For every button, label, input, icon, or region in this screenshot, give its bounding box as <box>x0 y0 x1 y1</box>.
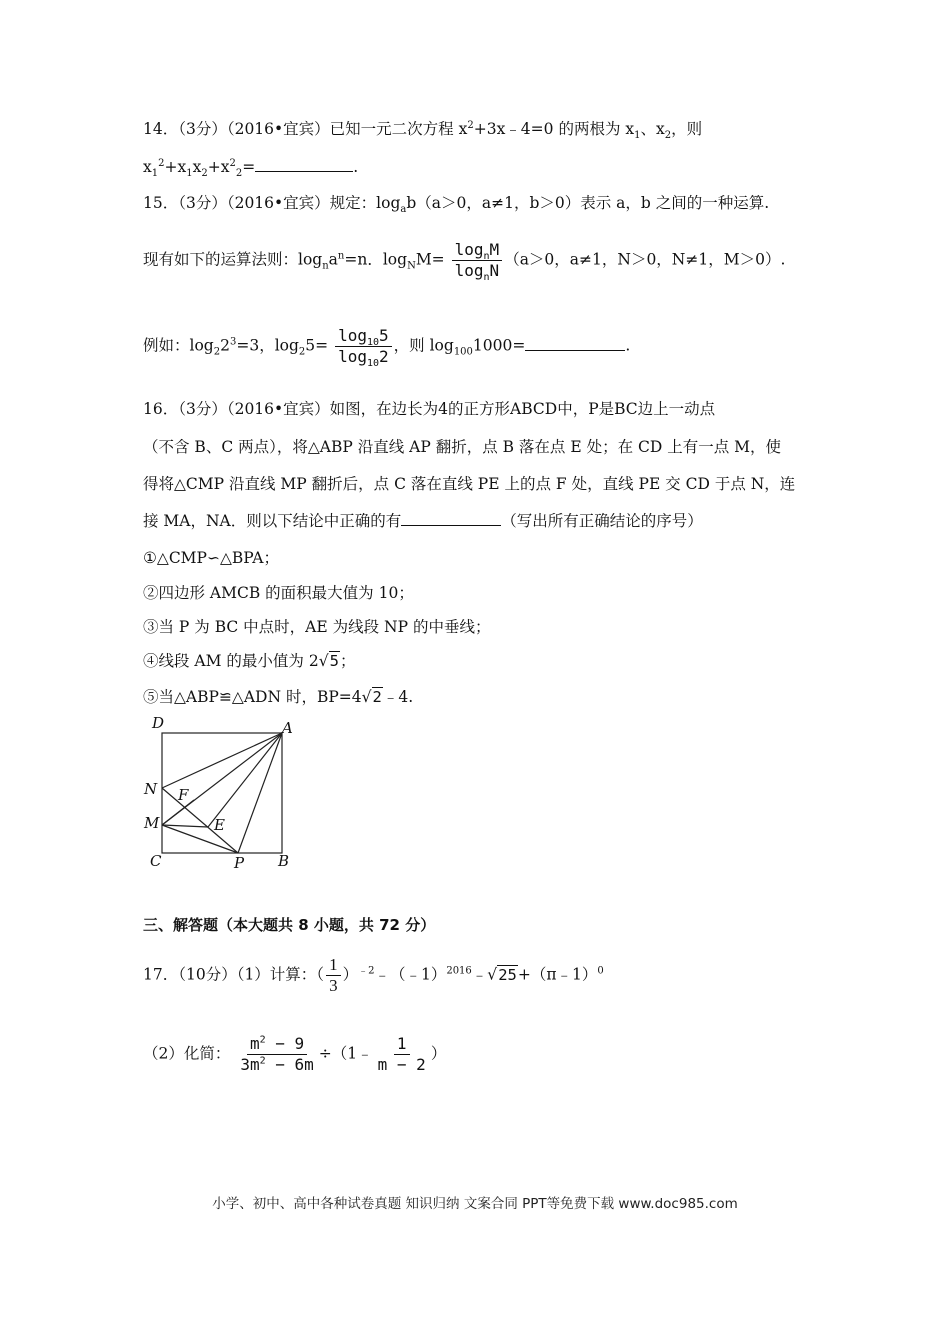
label-p: P <box>234 854 245 872</box>
q15-line1: 15．（3分）（2016•宜宾）规定：$\log_ab(a>0$，a≠1，b＞0）表示 a，b 之间的一种运算. <box>143 194 770 216</box>
answer-blank-16[interactable] <box>401 511 501 526</box>
q17-line2: （2）化简： $\frac{m^2 - 9}{3m^2 - 6m}$ ÷（1﹣ $\frac{1}{m - 2}$ ） <box>143 1034 447 1074</box>
log-fraction-example: $\frac{\log_{10}5}{\log_{10}2}$ <box>335 326 392 367</box>
label-e: E <box>214 816 225 834</box>
q17-line1: 17．（10分）（1）计算：（ $\frac{1}{3}$ ）$^{﹣2}$﹣（﹣1）$^{2016}$﹣√25+（π﹣1）$^0$ <box>143 955 604 995</box>
label-c: C <box>150 852 162 870</box>
fraction-one-third: $\frac{1}{3}$ <box>326 955 341 996</box>
segment-np <box>162 788 238 853</box>
q16-option-5: ⑤当△ABP≌△ADN 时，BP=4√2﹣4. <box>143 688 414 706</box>
q15-line2: 现有如下的运算法则：$\log_na^n=n$．$\log_NM=$ $\frac{\log_nM}{\log_nN}$ （a＞0，a≠1，N＞0，N≠1，M＞0）. <box>143 240 786 284</box>
sqrt-2: √2 <box>361 688 382 706</box>
q16-option-4: ④线段 AM 的最小值为 2√5； <box>143 652 356 670</box>
label-b: B <box>278 852 290 870</box>
fraction-reciprocal: $\frac{1}{m - 2}$ <box>377 1034 426 1074</box>
q16-line3: 得将△CMP 沿直线 MP 翻折后，点 C 落在直线 PE 上的点 F 处，直线 PE 交 CD 于点 N，连 <box>143 475 796 493</box>
q16-line1: 16．（3分）（2016•宜宾）如图，在边长为4的正方形ABCD中，P是BC边上一动点 <box>143 400 716 418</box>
label-f: F <box>178 786 189 804</box>
q16-line4: 接 MA，NA．则以下结论中正确的有 （写出所有正确结论的序号） <box>143 512 703 530</box>
section-heading: 三、解答题（本大题共 8 小题，共 72 分） <box>143 916 436 934</box>
label-d: D <box>152 714 165 732</box>
log-fraction-rule: $\frac{\log_nM}{\log_nN}$ <box>452 240 503 281</box>
segment-mp <box>162 825 238 853</box>
segment-ae <box>208 733 282 827</box>
fraction-expression: $\frac{m^2 - 9}{3m^2 - 6m}$ <box>240 1034 314 1074</box>
q16-option-2: ②四边形 AMCB 的面积最大值为 10； <box>143 584 414 602</box>
q14-line1: 14．（3分）（2016•宜宾）已知一元二次方程 $x^2+3x﹣4=0$ 的两根为 $x_1$、$x_2$，则 <box>143 119 703 142</box>
answer-blank-14[interactable] <box>255 157 353 172</box>
label-n: N <box>144 780 158 798</box>
label-a: A <box>282 719 293 737</box>
q14-line2: $x_1^2+x_1x_2+x^2_2=$ . <box>143 157 359 180</box>
sqrt-5: √5 <box>318 652 339 670</box>
q16-option-3: ③当 P 为 BC 中点时，AE 为线段 NP 的中垂线； <box>143 618 491 636</box>
segment-me <box>162 825 208 827</box>
q16-line2: （不含 B、C 两点），将△ABP 沿直线 AP 翻折，点 B 落在点 E 处；在 CD 上有一点 M，使 <box>143 438 782 456</box>
square-fold-figure <box>138 712 298 872</box>
segment-ap <box>238 733 282 853</box>
sqrt-25: √25 <box>487 965 517 984</box>
footer-text: 小学、初中、高中各种试卷真题 知识归纳 文案合同 PPT等免费下载 www.doc985.com <box>212 1196 738 1212</box>
answer-blank-15[interactable] <box>525 336 625 351</box>
q15-line3: 例如：$\log_22^3=3$，$\log_25=$ $\frac{\log_{10}5}{\log_{10}2}$ ，则 $\log_{100}1000=$ . <box>143 326 631 370</box>
q16-option-1: ①△CMP∽△BPA； <box>143 549 279 567</box>
label-m: M <box>144 814 160 832</box>
